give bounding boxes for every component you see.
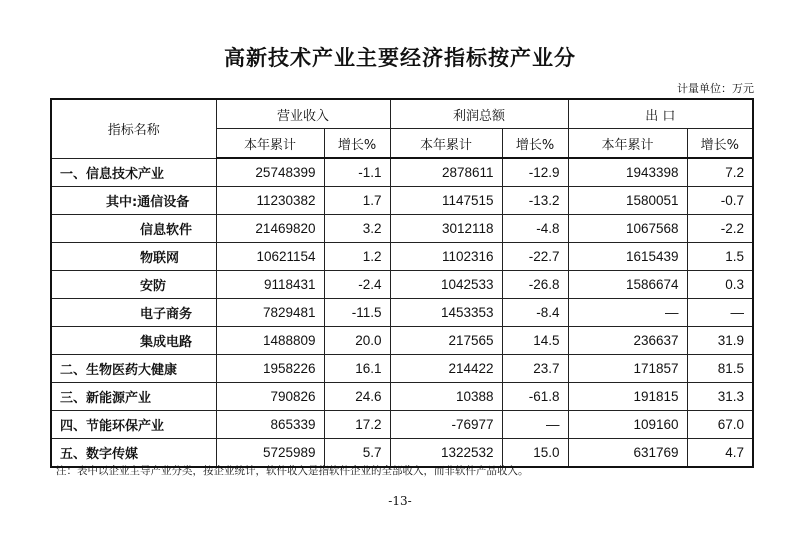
cell: -0.7 (687, 187, 753, 215)
cell: 67.0 (687, 411, 753, 439)
page-number: -13- (388, 494, 412, 508)
cell: -61.8 (502, 383, 568, 411)
row-name: 二、生物医药大健康 (51, 355, 216, 383)
row-name: 四、节能环保产业 (51, 411, 216, 439)
cell: 109160 (568, 411, 687, 439)
cell: -8.4 (502, 299, 568, 327)
cell: 5.7 (324, 439, 390, 468)
table-row (51, 271, 753, 299)
header-sub: 本年累计 (568, 129, 687, 159)
cell: 9118431 (216, 271, 324, 299)
cell: — (502, 411, 568, 439)
cell: 1.2 (324, 243, 390, 271)
cell: -22.7 (502, 243, 568, 271)
cell: -26.8 (502, 271, 568, 299)
cell: 1580051 (568, 187, 687, 215)
cell: 17.2 (324, 411, 390, 439)
cell: 3.2 (324, 215, 390, 243)
row-name: 一、信息技术产业 (51, 158, 216, 187)
table-row (51, 355, 753, 383)
row-name: 安防 (51, 271, 216, 299)
cell: 1042533 (390, 271, 502, 299)
cell: 31.9 (687, 327, 753, 355)
header-group-export: 出 口 (568, 99, 753, 129)
cell: 4.7 (687, 439, 753, 468)
cell: 5725989 (216, 439, 324, 468)
cell: 0.3 (687, 271, 753, 299)
row-name: 信息软件 (51, 215, 216, 243)
row-name: 其中:通信设备 (51, 187, 216, 215)
cell: 1322532 (390, 439, 502, 468)
cell: 1615439 (568, 243, 687, 271)
cell: 1147515 (390, 187, 502, 215)
table-row (51, 383, 753, 411)
cell: -4.8 (502, 215, 568, 243)
header-sub: 增长% (687, 129, 753, 159)
cell: 1488809 (216, 327, 324, 355)
cell: 191815 (568, 383, 687, 411)
cell: 1586674 (568, 271, 687, 299)
cell: -1.1 (324, 158, 390, 187)
cell: -11.5 (324, 299, 390, 327)
cell: 214422 (390, 355, 502, 383)
cell: — (687, 299, 753, 327)
header-sub: 增长% (324, 129, 390, 159)
cell: 790826 (216, 383, 324, 411)
cell: 3012118 (390, 215, 502, 243)
cell: 217565 (390, 327, 502, 355)
cell: -12.9 (502, 158, 568, 187)
header-sub: 增长% (502, 129, 568, 159)
header-sub: 本年累计 (390, 129, 502, 159)
cell: 20.0 (324, 327, 390, 355)
row-name: 电子商务 (51, 299, 216, 327)
cell: 11230382 (216, 187, 324, 215)
table-row (51, 158, 753, 187)
cell: 236637 (568, 327, 687, 355)
row-name: 集成电路 (51, 327, 216, 355)
cell: 15.0 (502, 439, 568, 468)
table-row (51, 187, 753, 215)
cell: -2.2 (687, 215, 753, 243)
cell: 14.5 (502, 327, 568, 355)
cell: 10621154 (216, 243, 324, 271)
cell: -76977 (390, 411, 502, 439)
cell: 7829481 (216, 299, 324, 327)
row-name: 物联网 (51, 243, 216, 271)
cell: 81.5 (687, 355, 753, 383)
cell: 21469820 (216, 215, 324, 243)
cell: 865339 (216, 411, 324, 439)
cell: 7.2 (687, 158, 753, 187)
header-group-revenue: 营业收入 (216, 99, 390, 129)
row-name: 三、新能源产业 (51, 383, 216, 411)
table-row (51, 243, 753, 271)
cell: 171857 (568, 355, 687, 383)
cell: 24.6 (324, 383, 390, 411)
cell: 1.7 (324, 187, 390, 215)
cell: 1453353 (390, 299, 502, 327)
indicators-table (50, 98, 754, 468)
cell: 31.3 (687, 383, 753, 411)
table-row (51, 327, 753, 355)
cell: 2878611 (390, 158, 502, 187)
unit-label: 计量单位：万元 (677, 82, 754, 95)
table-row (51, 215, 753, 243)
cell: 25748399 (216, 158, 324, 187)
cell: 10388 (390, 383, 502, 411)
cell: 631769 (568, 439, 687, 468)
header-sub: 本年累计 (216, 129, 324, 159)
cell: 1102316 (390, 243, 502, 271)
cell: 1958226 (216, 355, 324, 383)
cell: 16.1 (324, 355, 390, 383)
page-title: 高新技术产业主要经济指标按产业分 (224, 46, 576, 70)
table-row (51, 411, 753, 439)
cell: — (568, 299, 687, 327)
footnote: 注：表中以企业主导产业分类，按企业统计，软件收入是指软件企业的全部收入，而非软件产品收入。 (56, 465, 529, 477)
cell: 1.5 (687, 243, 753, 271)
row-name: 五、数字传媒 (51, 439, 216, 468)
cell: 23.7 (502, 355, 568, 383)
cell: -2.4 (324, 271, 390, 299)
cell: -13.2 (502, 187, 568, 215)
cell: 1943398 (568, 158, 687, 187)
table-row (51, 299, 753, 327)
header-group-profit: 利润总额 (390, 99, 568, 129)
cell: 1067568 (568, 215, 687, 243)
header-indicator: 指标名称 (51, 99, 216, 158)
